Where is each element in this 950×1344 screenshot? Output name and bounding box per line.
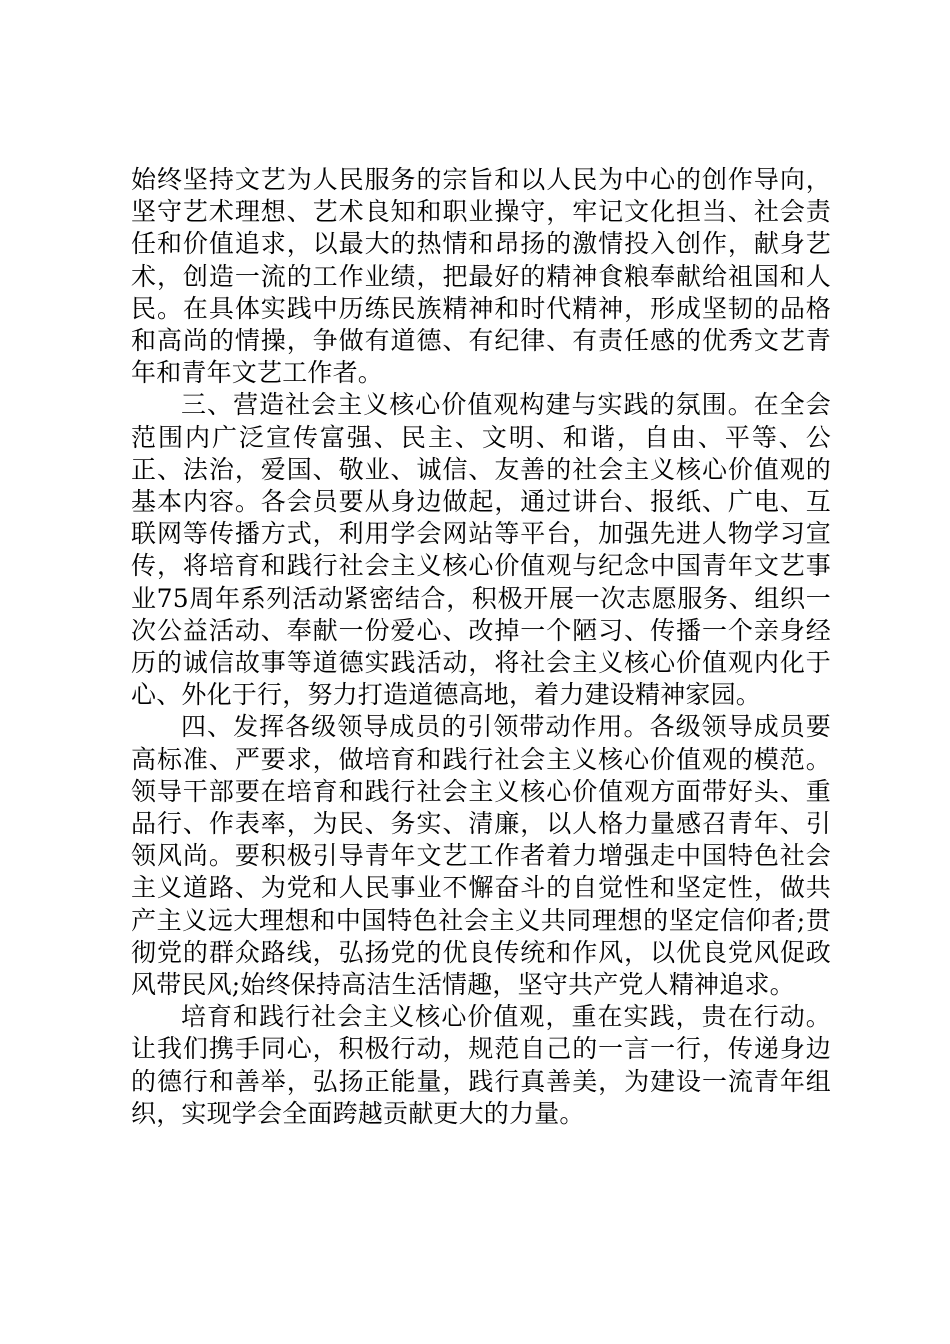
paragraph-continuation: 始终坚持文艺为人民服务的宗旨和以人民为中心的创作导向，坚守艺术理想、艺术良知和职业操守，牢记文化担当、社会责任和价值追求，以最大的热情和昂扬的激情投入创作，献身艺术，创造一流的工作业绩，把最好的精神食粮奉献给祖国和人民。在具体实践中历练民族精神和时代精神，形成坚韧的品格和高尚的情操，争做有道德、有纪律、有责任感的优秀文艺青年和青年文艺工作者。 <box>131 165 831 388</box>
document-body <box>131 164 831 1130</box>
paragraph-section-four: 四、发挥各级领导成员的引领带动作用。各级领导成员要高标准、严要求，做培育和践行社会主义核心价值观的模范。领导干部要在培育和践行社会主义核心价值观方面带好头、重品行、作表率，为民、务实、清廉，以人格力量感召青年、引领风尚。要积极引导青年文艺工作者着力增强走中国特色社会主义道路、为党和人民事业不懈奋斗的自觉性和坚定性，做共产主义远大理想和中国特色社会主义共同理想的坚定信仰者;贯彻党的群众路线，弘扬党的优良传统和作风，以优良党风促政风带民风;始终保持高洁生活情趣，坚守共产党人精神追求。 <box>131 712 831 1000</box>
paragraph-conclusion: 培育和践行社会主义核心价值观，重在实践，贵在行动。让我们携手同心，积极行动，规范自己的一言一行，传递身边的德行和善举，弘扬正能量，践行真善美，为建设一流青年组织，实现学会全面跨越贡献更大的力量。 <box>131 1002 831 1128</box>
paragraph-section-three: 三、营造社会主义核心价值观构建与实践的氛围。在全会范围内广泛宣传富强、民主、文明、和谐，自由、平等、公正、法治，爱国、敬业、诚信、友善的社会主义核心价值观的基本内容。各会员要从身边做起，通过讲台、报纸、广电、互联网等传播方式，利用学会网站等平台，加强先进人物学习宣传，将培育和践行社会主义核心价值观与纪念中国青年文艺事业75周年系列活动紧密结合，积极开展一次志愿服务、组织一次公益活动、奉献一份爱心、改掉一个陋习、传播一个亲身经历的诚信故事等道德实践活动，将社会主义核心价值观内化于心、外化于行，努力打造道德高地，着力建设精神家园。 <box>131 390 831 710</box>
